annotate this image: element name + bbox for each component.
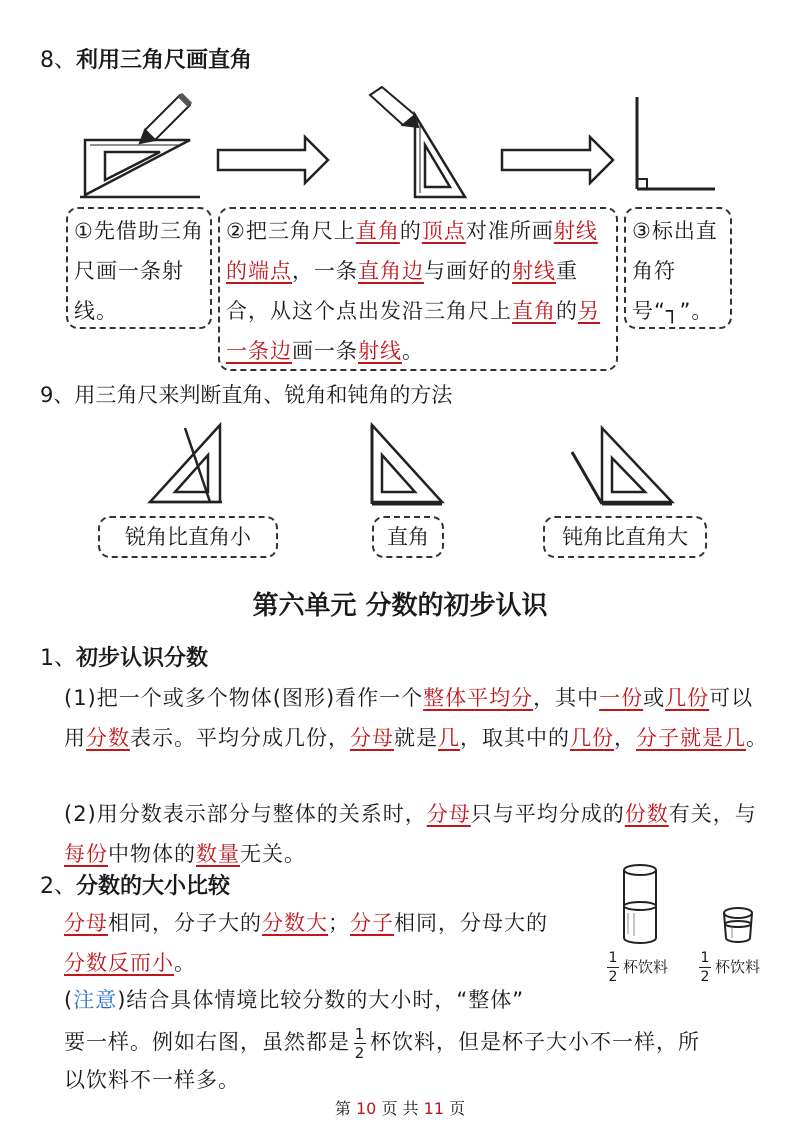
short-cup-icon [724, 908, 752, 942]
acute-angle-icon [150, 425, 222, 502]
caption-fraction-2: $\frac{1}{2}$ [700, 950, 710, 985]
step-1-box: ①先借助三角尺画一条射线。 [66, 207, 212, 329]
right-label: 直角 [372, 516, 444, 558]
draw-right-angle-illustration [60, 85, 760, 205]
section-8-heading: 8、利用三角尺画直角 [40, 48, 253, 73]
right-angle-icon [637, 97, 715, 189]
unit-title: 第六单元 分数的初步认识 [252, 591, 548, 621]
arrow-right-icon [218, 137, 328, 183]
cups-illustration [600, 858, 780, 948]
step-3-box: ③标出直角符号“┐”。 [624, 207, 732, 329]
section-1-heading: 1、初步认识分数 [40, 646, 209, 671]
tall-cup-caption: $\frac{1}{2}$ 杯饮料 [608, 950, 669, 985]
paragraph-fraction-definition: (1)把一个或多个物体(图形)看作一个整体平均分，其中一份或几份可以用分数表示。平均分成几份，分母就是几，取其中的几份，分子就是几。 [64, 686, 768, 750]
arrow-right-icon-2 [502, 137, 613, 183]
section-2-heading: 2、分数的大小比较 [40, 874, 231, 899]
section-9-heading: 9、用三角尺来判断直角、锐角和钝角的方法 [40, 383, 453, 407]
short-cup-caption: $\frac{1}{2}$ 杯饮料 [700, 950, 761, 985]
triangle-ruler-vertical-icon [415, 115, 465, 197]
note-line-2: 要一样。例如右图，虽然都是 $\frac{1}{2}$ 杯饮料，但是杯子大小不一样，所 [64, 1024, 700, 1062]
fraction-half: $\frac{1}{2}$ [354, 1024, 366, 1062]
obtuse-angle-icon [572, 428, 672, 504]
current-page: 10 [356, 1099, 377, 1118]
caption-fraction-1: $\frac{1}{2}$ [608, 950, 618, 985]
triangle-ruler-icon [85, 140, 190, 195]
paragraph-part-whole: (2)用分数表示部分与整体的关系时，分母只与平均分成的份数有关，与每份中物体的数量无关。 [64, 802, 757, 866]
total-pages: 11 [423, 1099, 444, 1118]
pencil-icon [140, 95, 190, 143]
note-label: 注意 [73, 988, 118, 1012]
step-2-box: ②把三角尺上直角的顶点对准所画射线的端点，一条直角边与画好的射线重合，从这个点出发沿三角尺上直角的另一条边画一条射线。 [218, 207, 618, 371]
obtuse-label: 钝角比直角大 [543, 516, 707, 558]
angle-compare-illustration [130, 420, 730, 510]
note-line-3: 以饮料不一样多。 [64, 1068, 240, 1092]
paragraph-compare-rule: 分母相同，分子大的分数大；分子相同，分母大的 分数反而小。 [64, 911, 548, 975]
tall-cup-icon [624, 865, 656, 943]
note-line-1: (注意)结合具体情境比较分数的大小时，“整体” [64, 988, 525, 1012]
page-footer: 第 10 页 共 11 页 [334, 1099, 466, 1118]
pencil-icon-2 [370, 87, 418, 127]
acute-label: 锐角比直角小 [98, 516, 278, 558]
right-angle-check-icon [372, 425, 442, 504]
